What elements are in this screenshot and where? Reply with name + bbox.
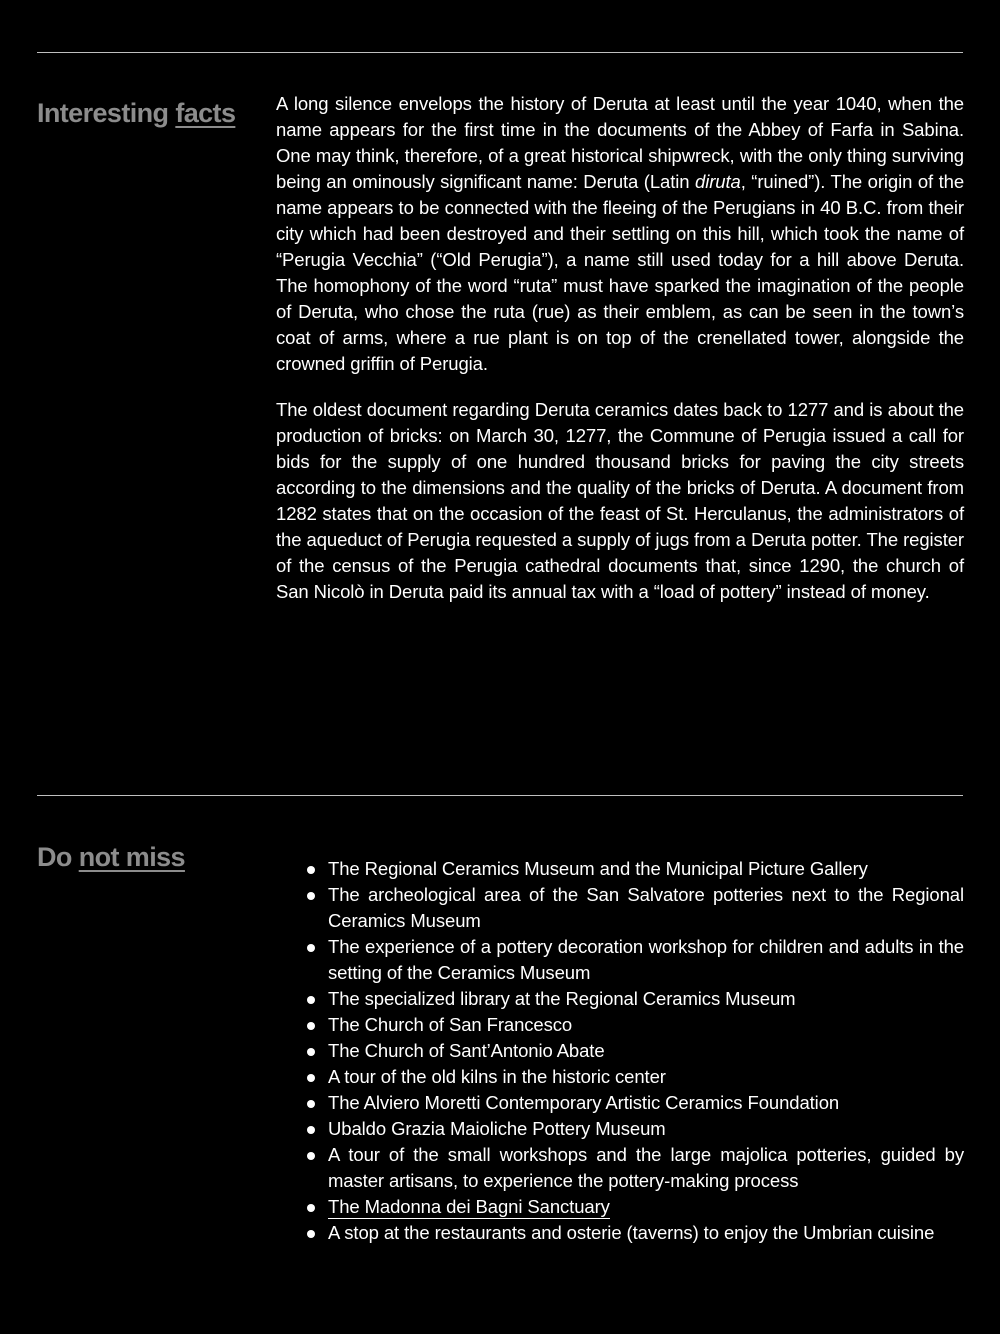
heading-word: Do [37,842,72,872]
facts-paragraph-1 [276,91,964,377]
bullet-icon [307,1126,315,1134]
bullet-icon [307,1074,315,1082]
do-not-miss-heading [37,841,185,873]
list-item: The Alviero Moretti Contemporary Artistic Ceramics Foundation [276,1090,964,1116]
list-item: The archeological area of the San Salvatore potteries next to the Regional Ceramics Museum [276,882,964,934]
list-item: Ubaldo Grazia Maioliche Pottery Museum [276,1116,964,1142]
bullet-icon [307,866,315,874]
heading-word: Interesting [37,98,169,128]
bullet-icon [307,1230,315,1238]
bullet-icon [307,1048,315,1056]
list-item-link[interactable] [276,1194,964,1220]
list-item: The experience of a pottery decoration workshop for children and adults in the setting of the Ceramics Museum [276,934,964,986]
bullet-icon [307,1022,315,1030]
list-item: A tour of the small workshops and the large majolica potteries, guided by master artisans, to experience the pottery-making process [276,1142,964,1194]
heading-underlined-word: not miss [78,842,185,872]
facts-paragraph-1-italic: diruta [695,171,741,192]
bullet-icon [307,996,315,1004]
bullet-icon [307,1100,315,1108]
interesting-facts-heading [37,97,235,129]
list-item: A stop at the restaurants and osterie (taverns) to enjoy the Umbrian cuisine [276,1220,964,1246]
list-item: The Church of San Francesco [276,1012,964,1038]
facts-paragraph-2: The oldest document regarding Deruta ceramics dates back to 1277 and is about the production of bricks: on March 30, 1277, the Commune of Perugia issued a call for bids for the supply of one hundred thousand bricks for paving the city streets according to the dimensions and the quality of the bricks of Deruta. A document from 1282 states that on the occasion of the feast of St. Herculanus, the administrators of the aqueduct of Perugia requested a supply of jugs from a Deruta potter. The register of the census of the Perugia cathedral documents that, since 1290, the church of San Nicolò in Deruta paid its annual tax with a “load of pottery” instead of money. [276,399,964,602]
facts-paragraph-1-text-a: A long silence envelops the history of Deruta at least until the year 1040, when the name appears for the first time in the documents of the Abbey of Farfa in Sabina. One may think, therefore, of a great historical shipwreck, with the only thing surviving being an ominously significant name: Deruta (Latin [276,93,964,192]
list-item: A tour of the old kilns in the historic center [276,1064,964,1090]
bullet-icon [307,1204,315,1212]
list-item: The Regional Ceramics Museum and the Municipal Picture Gallery [276,856,964,882]
bullet-icon [307,1152,315,1160]
list-item: The Church of Sant’Antonio Abate [276,1038,964,1064]
bullet-icon [307,944,315,952]
sanctuary-link[interactable]: The Madonna dei Bagni Sanctuary [328,1196,610,1217]
heading-underlined-word: facts [175,98,236,128]
bullet-icon [307,892,315,900]
facts-paragraph-1-text-b: , “ruined”). The origin of the name appears to be connected with the fleeing of the Perugians in 40 B.C. from their city which had been destroyed and their settling on this hill, which took the name of “Perugia Vecchia” (“Old Perugia”), a name still used today for a hill above Deruta. The homophony of the word “ruta” must have sparked the imagination of the people of Deruta, who chose the ruta (rue) as their emblem, as can be seen in the town’s coat of arms, where a rue plant is on top of the crenellated tower, alongside the crowned griffin of Perugia. [276,171,965,374]
interesting-facts-body [276,91,964,605]
top-divider [37,52,963,53]
do-not-miss-list [276,856,964,1246]
middle-divider [37,795,963,796]
list-item: The specialized library at the Regional Ceramics Museum [276,986,964,1012]
